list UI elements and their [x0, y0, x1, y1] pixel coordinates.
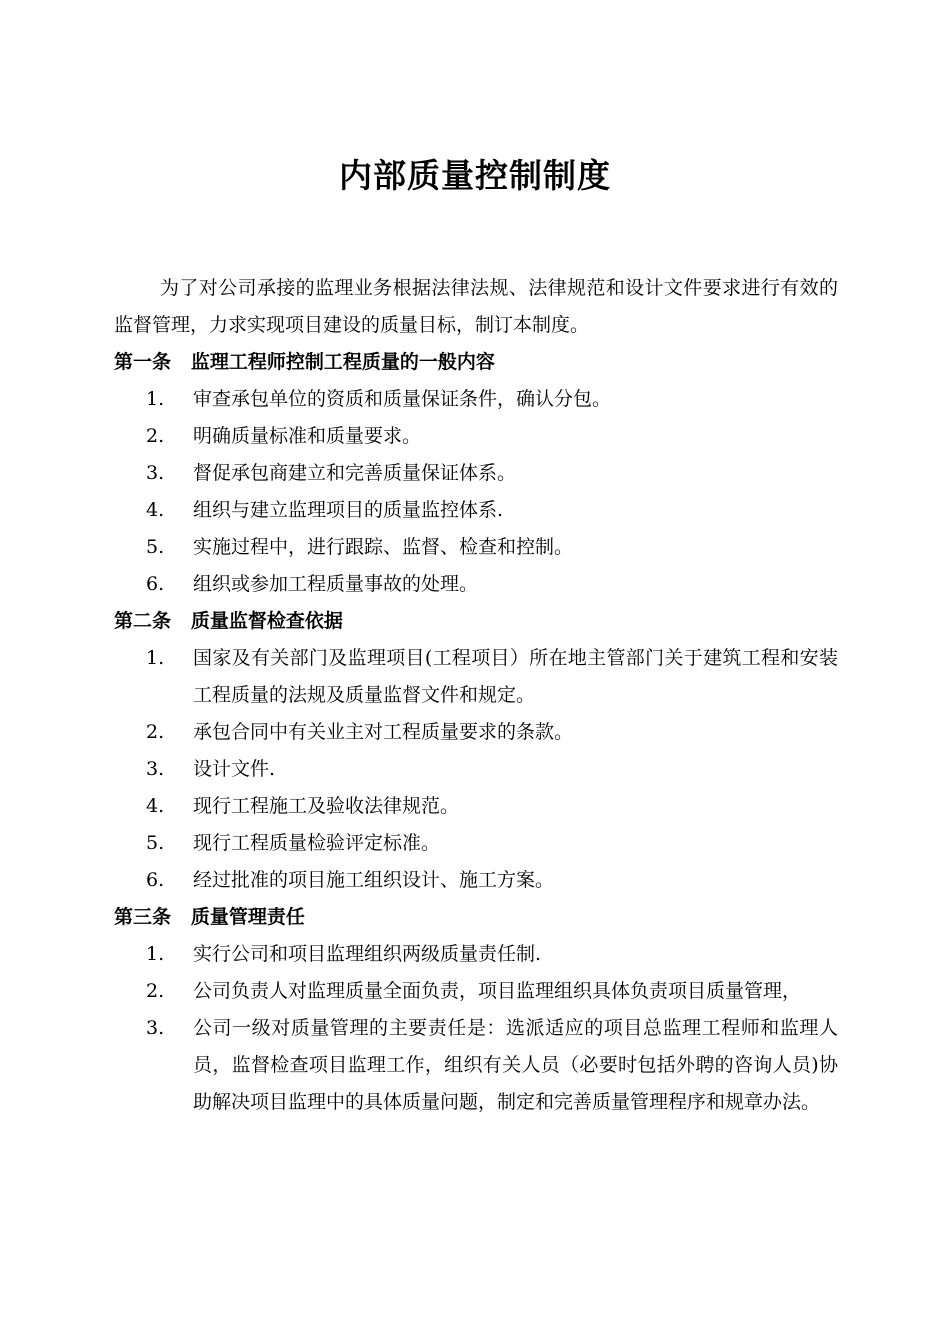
item-text: 组织与建立监理项目的质量监控体系.	[193, 499, 504, 521]
list-item	[114, 973, 838, 1010]
item-number: 3.	[146, 758, 165, 780]
list-item	[114, 418, 838, 455]
item-number: 2.	[146, 425, 165, 447]
item-number: 5.	[146, 536, 165, 558]
section-heading: 第二条 质量监督检查依据	[114, 610, 343, 632]
section-list	[114, 640, 838, 899]
item-text: 明确质量标准和质量要求。	[193, 425, 422, 447]
document-body	[114, 270, 838, 1121]
item-text: 公司一级对质量管理的主要责任是：选派适应的项目总监理工程师和监理人员，监督检查项目监理工作，组织有关人员（必要时包括外聘的咨询人员)协助解决项目监理中的具体质量问题，制定和完善质量管理程序和规章办法。	[193, 1017, 838, 1113]
item-number: 2.	[146, 721, 165, 743]
item-text: 公司负责人对监理质量全面负责，项目监理组织具体负责项目质量管理，	[193, 980, 802, 1002]
item-text: 实行公司和项目监理组织两级质量责任制.	[193, 943, 542, 965]
document-title: 内部质量控制制度	[339, 156, 611, 195]
item-number: 6.	[146, 573, 165, 595]
list-item	[114, 862, 838, 899]
list-item	[114, 825, 838, 862]
item-number: 3.	[146, 462, 165, 484]
list-item	[114, 640, 838, 714]
list-item	[114, 751, 838, 788]
section-3	[114, 899, 838, 1121]
section-1	[114, 344, 838, 603]
list-item	[114, 566, 838, 603]
section-heading: 第三条 质量管理责任	[114, 906, 305, 928]
item-number: 1.	[146, 647, 165, 669]
item-number: 6.	[146, 869, 165, 891]
list-item	[114, 714, 838, 751]
item-text: 组织或参加工程质量事故的处理。	[193, 573, 479, 595]
item-number: 1.	[146, 388, 165, 410]
item-text: 设计文件.	[193, 758, 276, 780]
item-text: 国家及有关部门及监理项目(工程项目）所在地主管部门关于建筑工程和安装工程质量的法规及质量监督文件和规定。	[193, 647, 838, 706]
item-text: 实施过程中，进行跟踪、监督、检查和控制。	[193, 536, 574, 558]
list-item	[114, 788, 838, 825]
section-list	[114, 381, 838, 603]
list-item	[114, 529, 838, 566]
item-number: 1.	[146, 943, 165, 965]
list-item	[114, 1010, 838, 1121]
list-item	[114, 455, 838, 492]
list-item	[114, 936, 838, 973]
item-text: 承包合同中有关业主对工程质量要求的条款。	[193, 721, 574, 743]
list-item	[114, 381, 838, 418]
item-number: 5.	[146, 832, 165, 854]
item-number: 4.	[146, 499, 165, 521]
item-number: 2.	[146, 980, 165, 1002]
section-list	[114, 936, 838, 1121]
section-2	[114, 603, 838, 899]
item-text: 现行工程施工及验收法律规范。	[193, 795, 460, 817]
item-number: 3.	[146, 1017, 165, 1039]
item-number: 4.	[146, 795, 165, 817]
list-item	[114, 492, 838, 529]
item-text: 经过批准的项目施工组织设计、施工方案。	[193, 869, 555, 891]
item-text: 审查承包单位的资质和质量保证条件，确认分包。	[193, 388, 612, 410]
item-text: 督促承包商建立和完善质量保证体系。	[193, 462, 517, 484]
intro-paragraph: 为了对公司承接的监理业务根据法律法规、法律规范和设计文件要求进行有效的监督管理，力求实现项目建设的质量目标，制订本制度。	[114, 277, 838, 336]
section-heading: 第一条 监理工程师控制工程质量的一般内容	[114, 351, 495, 373]
item-text: 现行工程质量检验评定标准。	[193, 832, 441, 854]
